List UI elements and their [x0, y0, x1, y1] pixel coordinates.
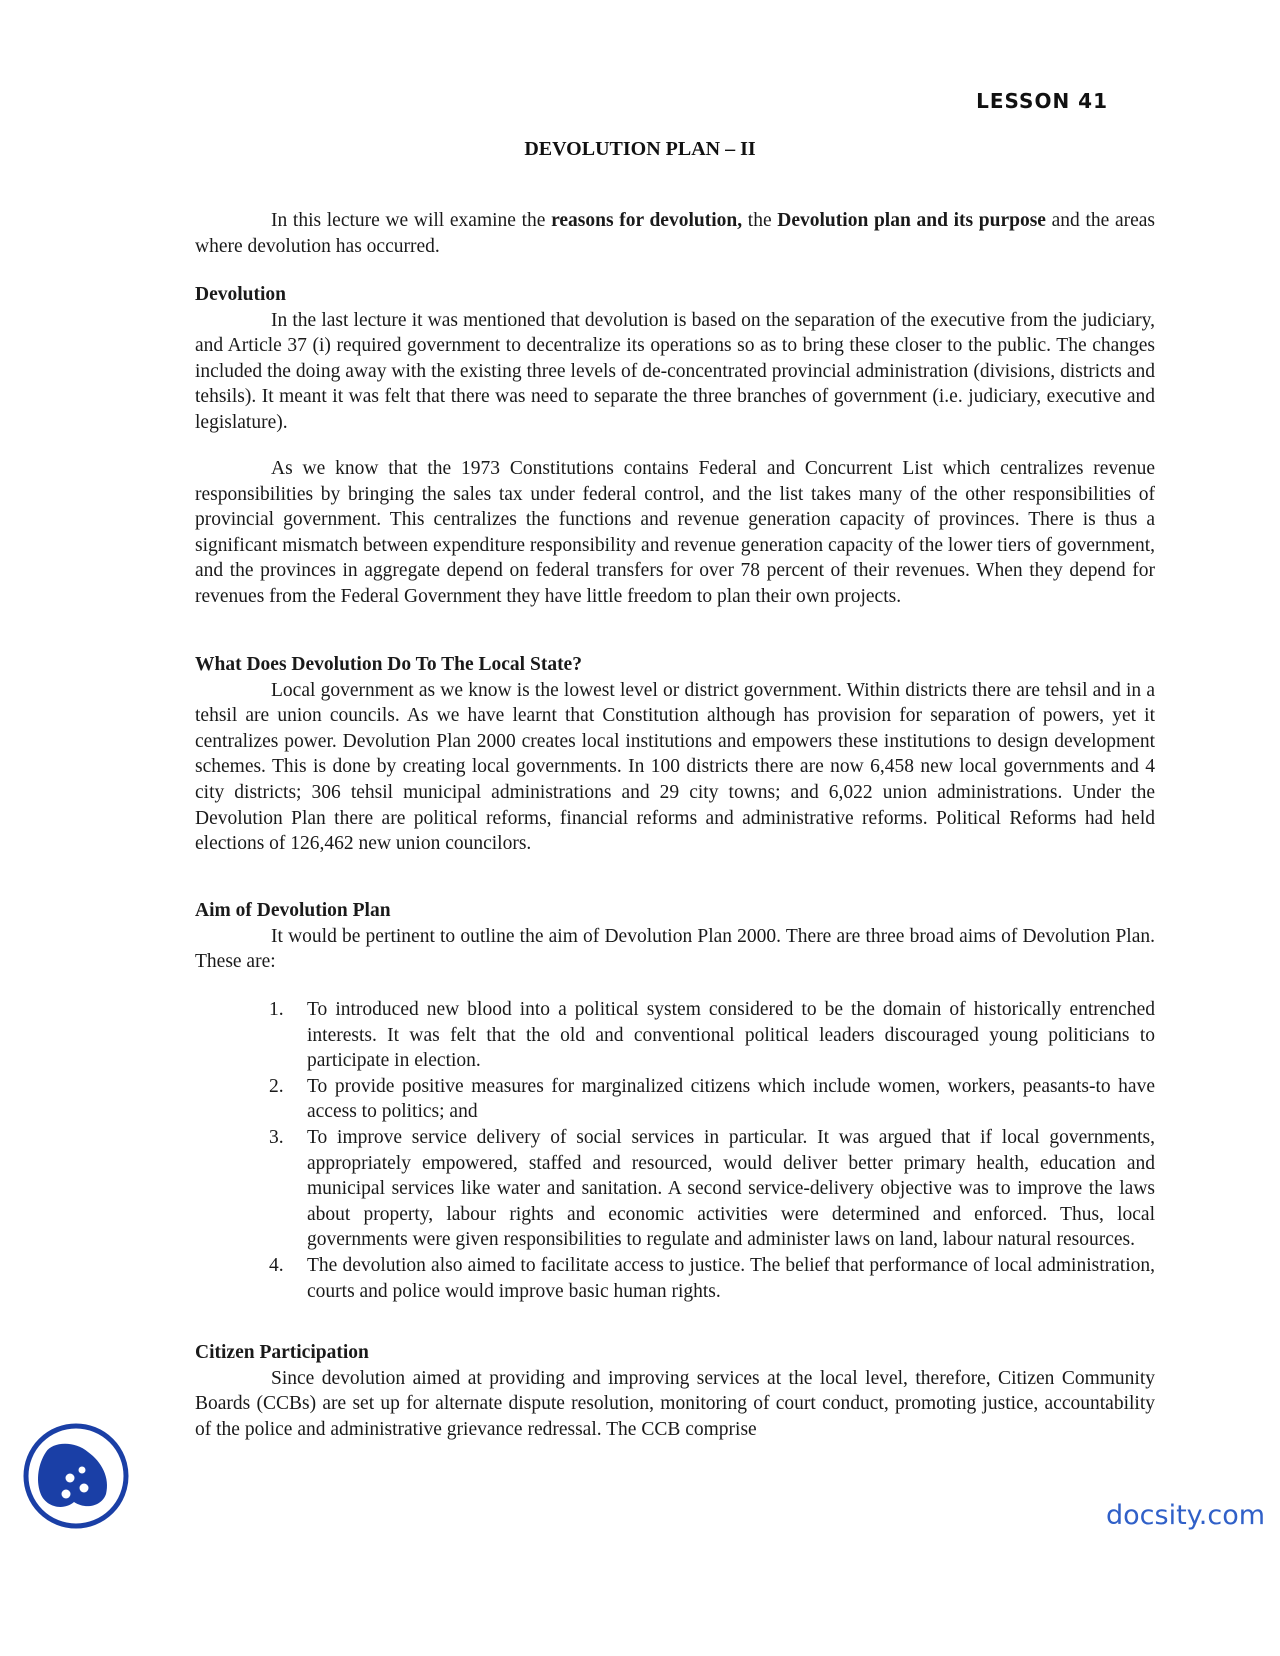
list-item-text: To introduced new blood into a political system considered to be the domain of historically entrenched interests. It was felt that the old and conventional political leaders discouraged young politicians to participate in election. [307, 999, 1155, 1072]
intro-text-mid: the [742, 210, 778, 231]
devolution-paragraph-2-block [195, 456, 1155, 610]
citizen-paragraph: Since devolution aimed at providing and improving services at the local level, therefore, Citizen Community Boards (CCBs) are set up for alternate dispute resolution, monitoring of court conduct, promoting justice, accountability of the police and administrative grievance redressal. The CCB comprise [195, 1367, 1155, 1440]
list-item [195, 1125, 1155, 1253]
section-heading-citizen: Citizen Participation [195, 1342, 369, 1363]
section-local-state [195, 652, 1155, 857]
devolution-paragraph-2: As we know that the 1973 Constitutions contains Federal and Concurrent List which centralizes revenue responsibilities by bringing the sales tax under federal control, and the list takes many of the other responsibilities of provincial government. This centralizes the functions and revenue generation capacity of provinces. There is thus a significant mismatch between expenditure responsibility and revenue generation capacity of the lower tiers of government, and the provinces in aggregate depend on federal transfers for over 78 percent of their revenues. When they depend for revenues from the Federal Government they have little freedom to plan their own projects. [195, 458, 1155, 607]
local-state-paragraph: Local government as we know is the lowest level or district government. Within districts there are tehsil and in a tehsil are union councils. As we have learnt that Constitution although has provision for separation of powers, yet it centralizes power. Devolution Plan 2000 creates local institutions and empowers these institutions to design development schemes. This is done by creating local governments. In 100 districts there are now 6,458 new local governments and 4 city districts; 306 tehsil municipal administrations and 29 city towns; and 6,022 union administrations. Under the Devolution Plan there are political reforms, financial reforms and administrative reforms. Political Reforms had held elections of 126,462 new union councilors. [195, 679, 1155, 855]
lesson-label: LESSON 41 [976, 89, 1108, 113]
list-item-number: 1. [269, 999, 284, 1020]
devolution-paragraph-1: In the last lecture it was mentioned that devolution is based on the separation of the executive from the judiciary, and Article 37 (i) required government to decentralize its operations so as to bring these closer to the public. The changes included the doing away with the existing three levels of de-concentrated provincial administration (divisions, districts and tehsils). It meant it was felt that there was need to separate the three branches of government (i.e. judiciary, executive and legislature). [195, 309, 1155, 433]
section-heading-local-state: What Does Devolution Do To The Local State? [195, 654, 582, 675]
section-heading-devolution: Devolution [195, 284, 287, 305]
intro-text-start: In this lecture we will examine the [271, 210, 552, 231]
list-item [195, 1074, 1155, 1125]
intro-bold-plan: Devolution plan and its purpose [777, 210, 1046, 231]
docsity-logo-icon[interactable] [22, 1422, 130, 1530]
intro-bold-reasons: reasons for devolution, [551, 210, 743, 231]
list-item-number: 3. [269, 1126, 284, 1148]
list-item-text: To provide positive measures for marginalized citizens which include women, workers, peasants-to have access to politics; and [307, 1075, 1155, 1123]
list-item-text: The devolution also aimed to facilitate access to justice. The belief that performance of local administration, courts and police would improve basic human rights. [307, 1254, 1155, 1302]
list-item [195, 1253, 1155, 1304]
section-aim [195, 898, 1155, 975]
list-item-number: 4. [269, 1254, 284, 1276]
aim-paragraph: It would be pertinent to outline the aim of Devolution Plan 2000. There are three broad aims of Devolution Plan. These are: [195, 925, 1155, 973]
list-item-number: 2. [269, 1075, 284, 1097]
list-item [195, 997, 1155, 1074]
page-title: DEVOLUTION PLAN – II [524, 138, 756, 160]
list-item-text: To improve service delivery of social services in particular. It was argued that if local governments, appropriately empowered, staffed and resourced, would deliver better primary health, education and municipal services like water and sanitation. A second service-delivery objective was to improve the laws about property, labour rights and economic activities were determined and enforced. Thus, local governments were given responsibilities to regulate and administer laws on land, labour natural resources. [307, 1126, 1155, 1251]
intro-paragraph [195, 208, 1155, 259]
aim-list [195, 997, 1155, 1304]
docsity-brand-link[interactable]: docsity.com [1106, 1500, 1266, 1531]
section-devolution [195, 282, 1155, 436]
section-heading-aim: Aim of Devolution Plan [195, 900, 391, 921]
section-citizen [195, 1340, 1155, 1442]
intro-text-end: and the areas where devolution has occurred. [195, 210, 1155, 257]
